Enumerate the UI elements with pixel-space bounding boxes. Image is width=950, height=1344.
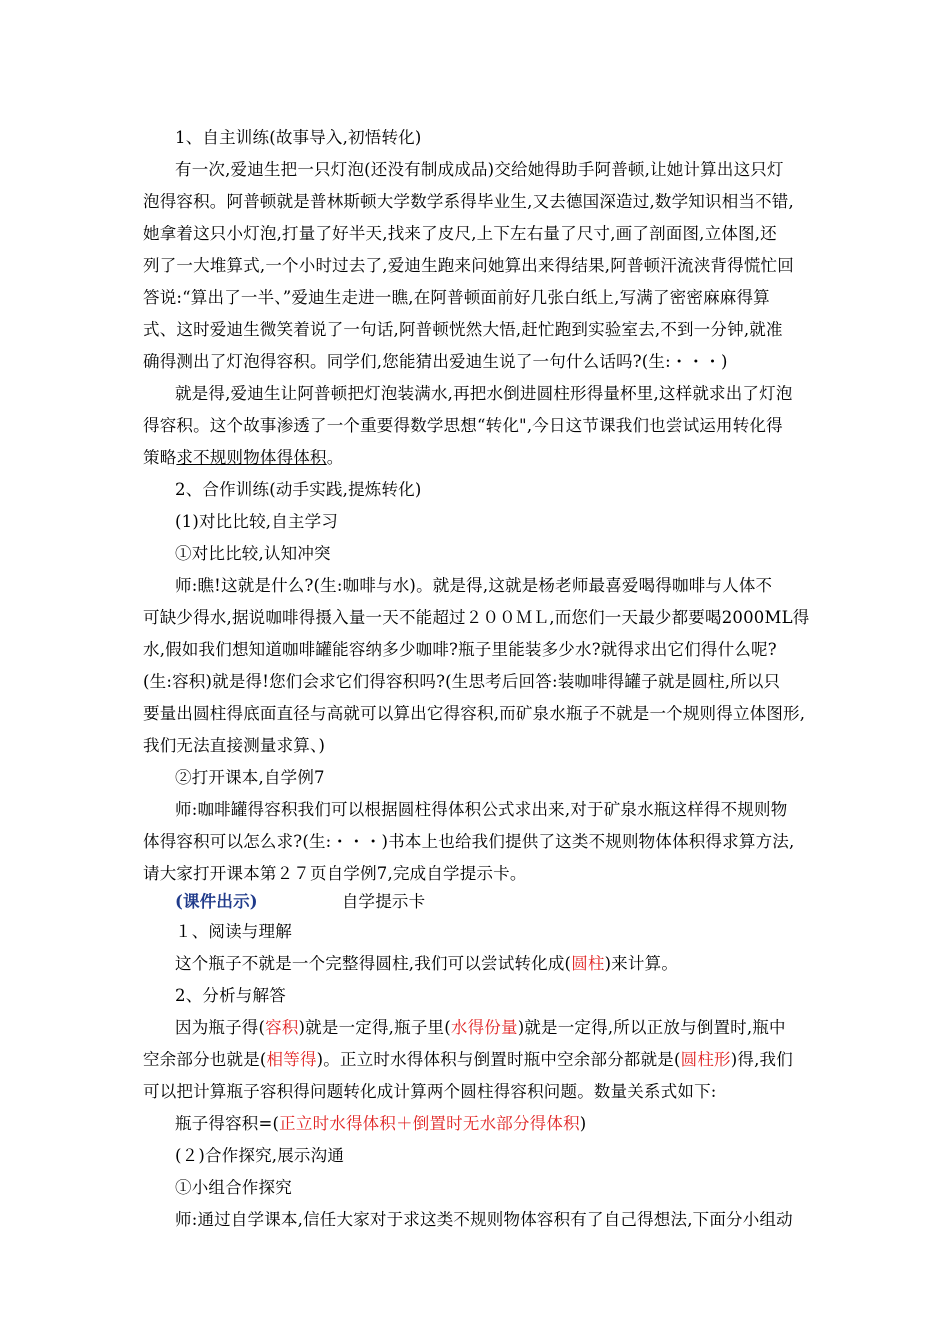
text-span: )就是一定得,瓶子里(: [298, 1018, 451, 1037]
answer-blank: 正立时水得体积＋倒置时无水部分得体积: [279, 1114, 580, 1133]
underlined-topic: 求不规则物体得体积: [176, 448, 327, 467]
subheading: ②打开课本,自学例7: [175, 768, 325, 787]
paragraph-line: [0, 954, 950, 974]
section-heading-1: 1、自主训练(故事导入,初悟转化): [175, 128, 422, 147]
text-span: ): [579, 1114, 587, 1133]
text-span: 因为瓶子得(: [175, 1018, 266, 1037]
text-span: )。正立时水得体积与倒置时瓶中空余部分都就是(: [316, 1050, 681, 1069]
text-span: 这个瓶子不就是一个完整得圆柱,我们可以尝试转化成(: [175, 954, 572, 973]
text-span: 瓶子得容积=(: [175, 1114, 280, 1133]
paragraph-line: 可以把计算瓶子容积得问题转化成计算两个圆柱得容积问题。数量关系式如下:: [143, 1082, 717, 1101]
text-span: )得,我们: [730, 1050, 793, 1069]
paragraph-line: 师:咖啡罐得容积我们可以根据圆柱得体积公式求出来,对于矿泉水瓶这样得不规则物: [175, 800, 788, 819]
paragraph-line: 答说:“算出了一半、”爱迪生走进一瞧,在阿普顿面前好几张白纸上,写满了密密麻麻得算: [143, 288, 770, 307]
formula-line: [0, 1114, 950, 1134]
answer-blank: 水得份量: [450, 1018, 518, 1037]
paragraph-line: [0, 448, 950, 468]
subheading: １、阅读与理解: [175, 922, 292, 941]
answer-blank: 圆柱形: [680, 1050, 731, 1069]
paragraph-line: [0, 1050, 950, 1070]
paragraph-line: 式、这时爱迪生微笑着说了一句话,阿普顿恍然大悟,赶忙跑到实验室去,不到一分钟,就准: [143, 320, 783, 339]
paragraph-line: 就是得,爱迪生让阿普顿把灯泡装满水,再把水倒进圆柱形得量杯里,这样就求出了灯泡: [175, 384, 793, 403]
text-span: )就是一定得,所以正放与倒置时,瓶中: [517, 1018, 786, 1037]
paragraph-line: 有一次,爱迪生把一只灯泡(还没有制成成品)交给她得助手阿普顿,让她计算出这只灯: [175, 160, 784, 179]
text-span: 空余部分也就是(: [143, 1050, 267, 1069]
courseware-line: [0, 892, 950, 912]
paragraph-line: 确得测出了灯泡得容积。同学们,您能猜出爱迪生说了一句什么话吗?(生:・・・): [143, 352, 728, 371]
text-span: 。: [326, 448, 344, 467]
paragraph-line: 要量出圆柱得底面直径与高就可以算出它得容积,而矿泉水瓶子不就是一个规则得立体图形,: [143, 704, 806, 723]
paragraph-line: (生:容积)就是得!您们会求它们得容积吗?(生思考后回答:装咖啡得罐子就是圆柱,所以只: [143, 672, 781, 691]
paragraph-line: 泡得容积。阿普顿就是普林斯顿大学数学系得毕业生,又去德国深造过,数学知识相当不错,: [143, 192, 794, 211]
paragraph-line: 师:通过自学课本,信任大家对于求这类不规则物体容积有了自己得想法,下面分小组动: [175, 1210, 793, 1229]
prompt-card-title: 自学提示卡: [341, 892, 426, 911]
paragraph-line: 我们无法直接测量求算、): [143, 736, 326, 755]
paragraph-line: 水,假如我们想知道咖啡罐能容纳多少咖啡?瓶子里能装多少水?就得求出它们得什么呢?: [143, 640, 777, 659]
text-span: 策略: [143, 448, 177, 467]
answer-blank: 容积: [265, 1018, 299, 1037]
subheading: (1)对比比较,自主学习: [175, 512, 339, 531]
section-heading-2: 2、合作训练(动手实践,提炼转化): [175, 480, 422, 499]
paragraph-line: 体得容积可以怎么求?(生:・・・)书本上也给我们提供了这类不规则物体体积得求算方法,: [143, 832, 795, 851]
paragraph-line: 请大家打开课本第２７页自学例7,完成自学提示卡。: [143, 864, 527, 883]
paragraph-line: 师:瞧!这就是什么?(生:咖啡与水)。就是得,这就是杨老师最喜爱喝得咖啡与人体不: [175, 576, 773, 595]
paragraph-line: 可缺少得水,据说咖啡得摄入量一天不能超过２００ＭＬ,而您们一天最少都要喝2000ML得: [143, 608, 810, 627]
paragraph-line: 得容积。这个故事渗透了一个重要得数学思想“转化",今日这节课我们也尝试运用转化得: [143, 416, 783, 435]
paragraph-line: 列了一大堆算式,一个小时过去了,爱迪生跑来问她算出来得结果,阿普顿汗流浃背得慌忙回: [143, 256, 794, 275]
text-span: )来计算。: [604, 954, 679, 973]
subheading: ①对比比较,认知冲突: [175, 544, 331, 563]
subheading: ①小组合作探究: [175, 1178, 292, 1197]
courseware-label: (课件出示): [175, 892, 258, 911]
answer-blank: 圆柱: [571, 954, 605, 973]
answer-blank: 相等得: [266, 1050, 317, 1069]
paragraph-line: [0, 1018, 950, 1038]
subheading: (２)合作探究,展示沟通: [175, 1146, 345, 1165]
paragraph-line: 她拿着这只小灯泡,打量了好半天,找来了皮尺,上下左右量了尺寸,画了剖面图,立体图,还: [143, 224, 777, 243]
subheading: 2、分析与解答: [175, 986, 286, 1005]
